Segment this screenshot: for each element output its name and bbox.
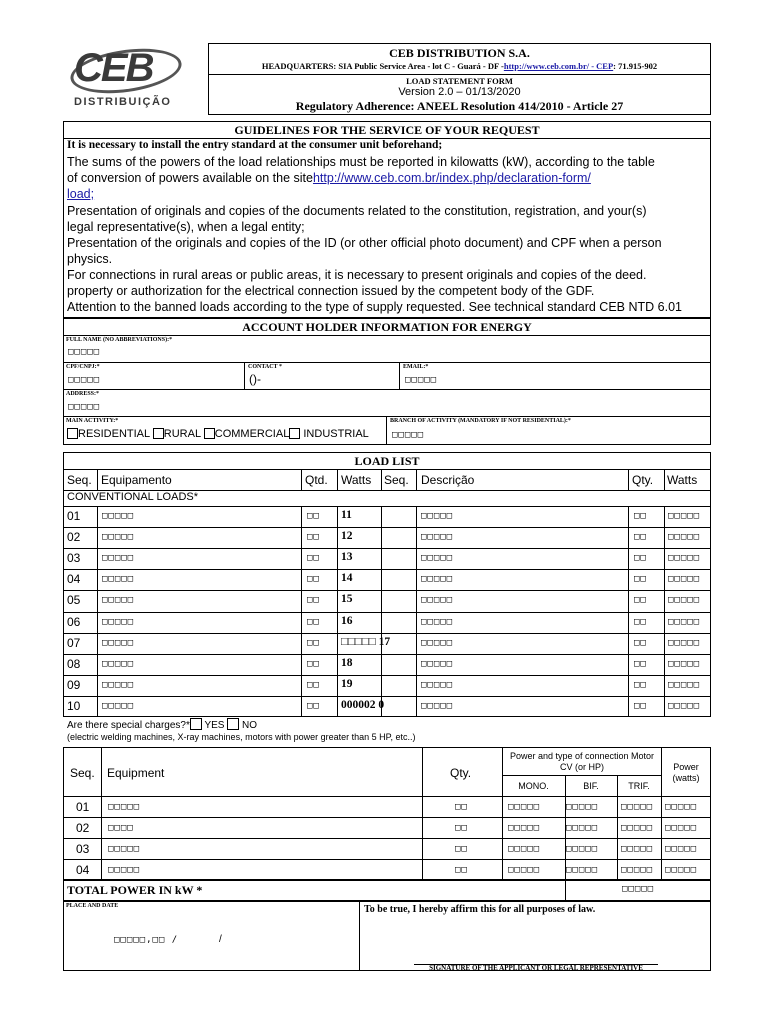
load-qty-field[interactable]: □□ <box>634 680 647 690</box>
account-title: ACCOUNT HOLDER INFORMATION FOR ENERGY <box>242 320 532 334</box>
contact-label: CONTACT * <box>248 364 282 370</box>
special-equipment-header: Equipment <box>107 766 165 780</box>
special-mono-field[interactable]: □□□□□ <box>508 865 541 875</box>
load-qtd-field[interactable]: □□ <box>307 532 320 542</box>
col-descricao-header: Descrição <box>421 473 475 487</box>
load-qty-field[interactable]: □□ <box>634 553 647 563</box>
col-qty-header: Qty. <box>632 473 654 487</box>
address-field[interactable]: □□□□□ <box>68 402 101 412</box>
place-date-label: PLACE AND DATE <box>66 903 119 909</box>
col-seq-header: Seq. <box>67 473 92 487</box>
load-description-field[interactable]: □□□□□ <box>421 680 454 690</box>
guideline-4: Presentation of originals and copies of the documents related to the constitution, registration, and your(s) <box>67 204 647 218</box>
load-qtd-field[interactable]: □□ <box>307 511 320 521</box>
special-watts-field[interactable]: □□□□□ <box>665 865 698 875</box>
load-seq: 06 <box>67 615 81 629</box>
special-question: Are there special charges?* YES NO <box>67 720 258 731</box>
guideline-4b: legal representative(s), when a legal entity; <box>67 220 305 234</box>
declaration-form-link-end[interactable]: load; <box>67 187 95 201</box>
signature-label: SIGNATURE OF THE APPLICANT OR LEGAL REPRESENTATIVE <box>429 964 643 972</box>
contact-field[interactable]: ()- <box>249 372 261 386</box>
load-qty-field[interactable]: □□ <box>634 659 647 669</box>
rural-checkbox[interactable] <box>153 428 164 439</box>
load-seq: 01 <box>67 509 81 523</box>
declaration-form-link[interactable]: http://www.ceb.com.br/index.php/declaration-form/ <box>312 171 591 185</box>
special-mono-field[interactable]: □□□□□ <box>508 823 541 833</box>
load-description-field[interactable]: □□□□□ <box>421 617 454 627</box>
industrial-checkbox[interactable] <box>289 428 300 439</box>
logo-subtitle: DISTRIBUIÇÃO <box>74 96 172 108</box>
load-equipment-field[interactable]: □□□□□ <box>102 680 135 690</box>
load-description-field[interactable]: □□□□□ <box>421 574 454 584</box>
guideline-6: For connections in rural areas or public areas, it is necessary to present originals and copies of the deed. <box>67 268 647 282</box>
load-equipment-field[interactable]: □□□□□ <box>102 617 135 627</box>
special-watts-header: Power (watts) <box>672 762 700 783</box>
special-yes-checkbox[interactable] <box>190 718 202 730</box>
regulatory-adherence: Regulatory Adherence: ANEEL Resolution 414/2010 - Article 27 <box>295 99 624 113</box>
load-seq: 09 <box>67 678 81 692</box>
special-seq: 02 <box>76 821 90 835</box>
special-note: (electric welding machines, X-ray machines, motors with power greater than 5 HP, etc..) <box>67 732 416 742</box>
load-description-field[interactable]: □□□□□ <box>421 553 454 563</box>
ceb-site-link[interactable]: http://www.ceb.com.br/ - CEP <box>503 61 614 71</box>
full-name-label: FULL NAME (NO ABBREVIATIONS):* <box>66 337 173 343</box>
load-description-field[interactable]: □□□□□ <box>421 595 454 605</box>
special-watts-field[interactable]: □□□□□ <box>665 823 698 833</box>
load-watts2-field[interactable]: □□□□□ <box>668 511 701 521</box>
full-name-field[interactable]: □□□□□ <box>68 347 101 357</box>
main-activity-label: MAIN ACTIVITY:* <box>66 418 119 424</box>
load-qtd-field[interactable]: □□ <box>307 701 320 711</box>
load-equipment-field[interactable]: □□□□□ <box>102 574 135 584</box>
load-qty-field[interactable]: □□ <box>634 595 647 605</box>
load-seq: 05 <box>67 593 81 607</box>
branch-label: BRANCH OF ACTIVITY (MANDATORY IF NOT RESIDENTIAL):* <box>390 418 571 424</box>
special-mono-field[interactable]: □□□□□ <box>508 802 541 812</box>
load-list-title: LOAD LIST <box>354 454 420 468</box>
form-version: Version 2.0 – 01/13/2020 <box>398 86 521 98</box>
load-qtd-field[interactable]: □□ <box>307 638 320 648</box>
load-description-field[interactable]: □□□□□ <box>421 511 454 521</box>
load-qtd-field[interactable]: □□ <box>307 617 320 627</box>
load-watts2-field[interactable]: □□□□□ <box>668 553 701 563</box>
load-qtd-field[interactable]: □□ <box>307 595 320 605</box>
place-date-field[interactable]: □□□□□,□□ / / <box>114 934 222 945</box>
load-watts-field[interactable]: □□□□□ 17 <box>341 636 391 648</box>
load-qty-field[interactable]: □□ <box>634 532 647 542</box>
special-bif-field[interactable]: □□□□□ <box>566 865 599 875</box>
load-watts2-field[interactable]: □□□□□ <box>668 617 701 627</box>
load-watts-field[interactable]: 16 <box>341 615 353 627</box>
commercial-checkbox[interactable] <box>204 428 215 439</box>
load-description-field[interactable]: □□□□□ <box>421 701 454 711</box>
special-watts-field[interactable]: □□□□□ <box>665 844 698 854</box>
special-qty-header: Qty. <box>450 766 472 780</box>
guideline-1: It is necessary to install the entry standard at the consumer unit beforehand; <box>67 139 443 151</box>
load-equipment-field[interactable]: □□□□□ <box>102 532 135 542</box>
load-watts-field[interactable]: 12 <box>341 530 353 542</box>
load-watts-field[interactable]: 18 <box>341 657 353 669</box>
col-watts-header: Watts <box>341 473 372 487</box>
guideline-2: The sums of the powers of the load relationships must be reported in kilowatts (kW), according to the table <box>67 155 655 169</box>
total-power-label: TOTAL POWER IN kW * <box>67 883 203 897</box>
special-trif-field[interactable]: □□□□□ <box>621 865 654 875</box>
special-qty-field[interactable]: □□ <box>455 865 468 875</box>
load-watts-field[interactable]: 19 <box>341 678 353 690</box>
branch-field[interactable]: □□□□□ <box>392 430 425 440</box>
headquarters-line: HEADQUARTERS: SIA Public Service Area - lot C - Guará - DF -http://www.ceb.com.br/ - CEP: 71.915-902 <box>261 61 658 71</box>
special-seq: 01 <box>76 800 90 814</box>
load-qtd-field[interactable]: □□ <box>307 574 320 584</box>
load-seq: 10 <box>67 699 81 713</box>
special-watts-field[interactable]: □□□□□ <box>665 802 698 812</box>
special-trif-field[interactable]: □□□□□ <box>621 844 654 854</box>
activity-options: RESIDENTIAL RURAL COMMERCIAL INDUSTRIAL <box>67 428 369 440</box>
special-qty-field[interactable]: □□ <box>455 823 468 833</box>
load-seq: 03 <box>67 551 81 565</box>
logo-brand: CEB <box>74 46 153 90</box>
load-equipment-field[interactable]: □□□□□ <box>102 511 135 521</box>
load-watts2-field[interactable]: □□□□□ <box>668 680 701 690</box>
cpf-label: CPF/CNPJ:* <box>66 364 100 370</box>
load-watts2-field[interactable]: □□□□□ <box>668 701 701 711</box>
load-watts-field[interactable]: 15 <box>341 593 353 605</box>
special-bif-field[interactable]: □□□□□ <box>566 802 599 812</box>
guideline-3: of conversion of powers available on the sitehttp://www.ceb.com.br/index.php/declaration-form/ <box>67 171 679 185</box>
load-qty-field[interactable]: □□ <box>634 638 647 648</box>
special-equipment-field[interactable]: □□□□□ <box>108 802 141 812</box>
load-watts-field[interactable]: 14 <box>341 572 353 584</box>
special-mono-header: MONO. <box>518 781 549 791</box>
guideline-6b: property or authorization for the electrical connection issued by the competent body of the GDF. <box>67 284 595 298</box>
special-seq: 03 <box>76 842 90 856</box>
col-watts2-header: Watts <box>667 473 698 487</box>
special-qty-field[interactable]: □□ <box>455 802 468 812</box>
load-equipment-field[interactable]: □□□□□ <box>102 659 135 669</box>
col-equipamento-header: Equipamento <box>101 473 172 487</box>
load-watts2-field[interactable]: □□□□□ <box>668 659 701 669</box>
load-watts-field[interactable]: 13 <box>341 551 353 563</box>
guideline-5b: physics. <box>67 252 113 266</box>
special-qty-field[interactable]: □□ <box>455 844 468 854</box>
ceb-logo <box>66 46 186 116</box>
special-seq: 04 <box>76 863 90 877</box>
load-qtd-field[interactable]: □□ <box>307 553 320 563</box>
special-trif-field[interactable]: □□□□□ <box>621 823 654 833</box>
cpf-field[interactable]: □□□□□ <box>68 375 101 385</box>
special-mono-field[interactable]: □□□□□ <box>508 844 541 854</box>
col-seq2-header: Seq. <box>384 473 409 487</box>
special-power-header: Power and type of connection Motor CV (or HP) <box>509 751 655 772</box>
special-trif-field[interactable]: □□□□□ <box>621 802 654 812</box>
load-equipment-field[interactable]: □□□□□ <box>102 595 135 605</box>
guideline-7: Attention to the banned loads according to the type of supply requested. See technical standard CEB NTD 6.01 <box>67 300 682 314</box>
load-seq: 08 <box>67 657 81 671</box>
affirmation-text: To be true, I hereby affirm this for all purposes of law. <box>364 904 596 915</box>
company-name: CEB DISTRIBUTION S.A. <box>389 46 530 60</box>
guideline-3b <box>67 187 94 201</box>
load-description-field[interactable]: □□□□□ <box>421 532 454 542</box>
load-equipment-field[interactable]: □□□□□ <box>102 553 135 563</box>
load-seq: 07 <box>67 636 81 650</box>
load-watts2-field[interactable]: □□□□□ <box>668 638 701 648</box>
email-label: EMAIL:* <box>403 364 429 370</box>
total-power-field[interactable]: □□□□□ <box>622 884 655 894</box>
address-label: ADDRESS:* <box>66 391 100 397</box>
load-watts2-field[interactable]: □□□□□ <box>668 574 701 584</box>
special-bif-header: BIF. <box>583 781 599 791</box>
load-watts-field[interactable]: 000002 0 <box>341 699 385 711</box>
load-seq: 04 <box>67 572 81 586</box>
residential-checkbox[interactable] <box>67 428 78 439</box>
form-name: LOAD STATEMENT FORM <box>406 76 513 86</box>
load-watts2-field[interactable]: □□□□□ <box>668 595 701 605</box>
load-qty-field[interactable]: □□ <box>634 617 647 627</box>
special-bif-field[interactable]: □□□□□ <box>566 823 599 833</box>
guidelines-title: GUIDELINES FOR THE SERVICE OF YOUR REQUEST <box>234 123 540 137</box>
load-seq: 02 <box>67 530 81 544</box>
special-equipment-field[interactable]: □□□□□ <box>108 865 141 875</box>
load-watts-field[interactable]: 11 <box>341 509 352 521</box>
conventional-loads-label: CONVENTIONAL LOADS* <box>67 491 199 503</box>
load-equipment-field[interactable]: □□□□□ <box>102 638 135 648</box>
special-trif-header: TRIF. <box>628 781 650 791</box>
special-equipment-field[interactable]: □□□□□ <box>108 844 141 854</box>
col-qtd-header: Qtd. <box>305 473 328 487</box>
load-qtd-field[interactable]: □□ <box>307 659 320 669</box>
load-qty-field[interactable]: □□ <box>634 701 647 711</box>
load-qty-field[interactable]: □□ <box>634 511 647 521</box>
load-description-field[interactable]: □□□□□ <box>421 638 454 648</box>
guideline-5: Presentation of the originals and copies of the ID (or other official photo document) and CPF when a person <box>67 236 662 250</box>
load-qtd-field[interactable]: □□ <box>307 680 320 690</box>
special-equipment-field[interactable]: □□□□ <box>108 823 134 833</box>
load-qty-field[interactable]: □□ <box>634 574 647 584</box>
email-field[interactable]: □□□□□ <box>405 375 438 385</box>
load-watts2-field[interactable]: □□□□□ <box>668 532 701 542</box>
load-description-field[interactable]: □□□□□ <box>421 659 454 669</box>
special-seq-header: Seq. <box>70 766 95 780</box>
special-bif-field[interactable]: □□□□□ <box>566 844 599 854</box>
special-no-checkbox[interactable] <box>227 718 239 730</box>
load-equipment-field[interactable]: □□□□□ <box>102 701 135 711</box>
